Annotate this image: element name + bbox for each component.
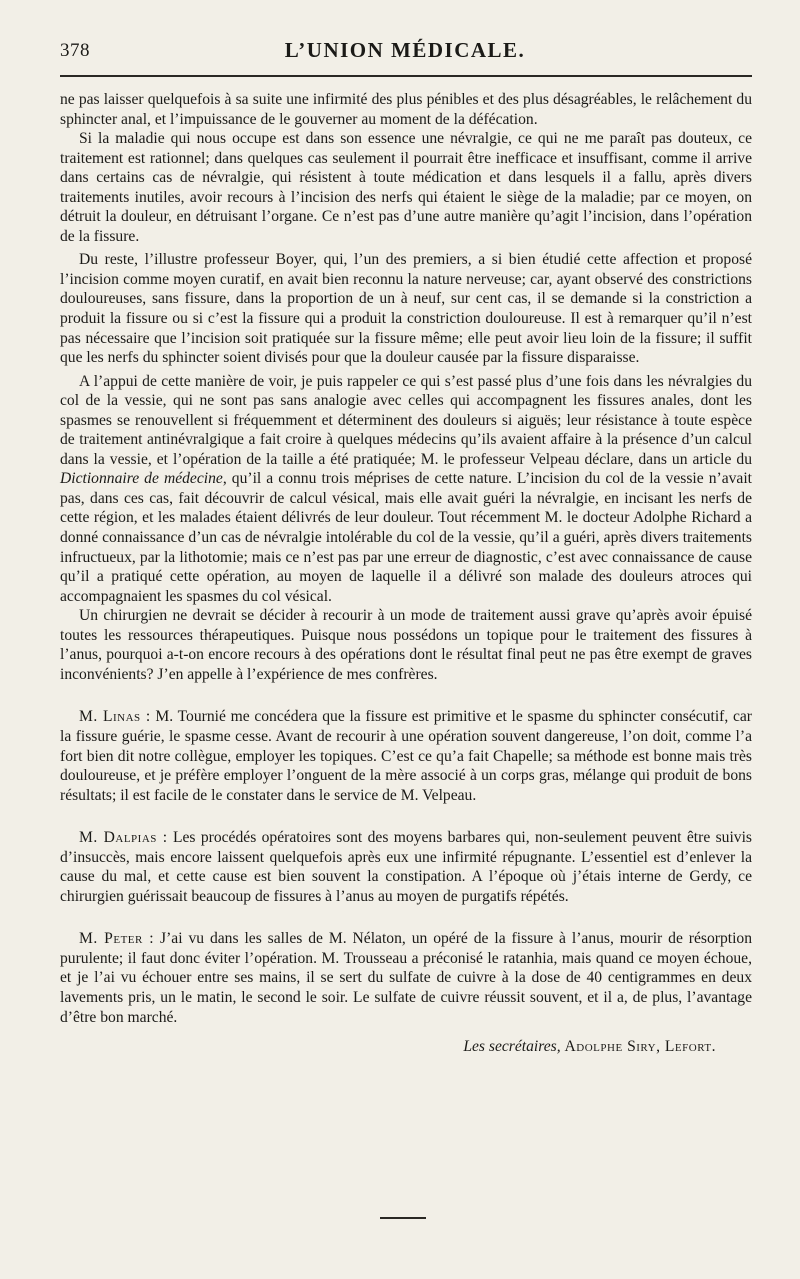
paragraph: Un chirurgien ne devrait se décider à recourir à un mode de traitement aussi grave qu’après avoir épuisé toutes les ressources thérapeutiques. Puisque nous possédons un topique pour le traitement des fissures à l’anus, pourquoi a-t-on encore recours à des opérations dont le résultat final peut ne pas être exempt de graves inconvénients? J’en appelle à l’expérience de mes confrères. xyxy=(60,607,752,683)
paragraph: Du reste, l’illustre professeur Boyer, qui, l’un des premiers, a si bien étudié cette affection et proposé l’incision comme moyen curatif, en avait bien reconnu la nature nerveuse; car, ayant observé des constrictions douloureuses, sans fissure, dans la proportion de un à neuf, sur cent cas, il se demande si la constriction a produit la fissure ou si c’est la fissure qui a produit la constriction douloureuse. Il est à remarquer qu’il n’est pas nécessaire que l’incision soit pratiquée sur la fissure même; elle peut avoir lieu loin de la fissure; il suffit que les nerfs du sphincter soient divisés pour que la douleur causée par la fissure disparaisse. xyxy=(60,251,752,367)
speaker-name: M. Linas : xyxy=(79,708,151,726)
paragraph xyxy=(60,372,752,607)
speaker-name: M. Dalpias : xyxy=(79,829,168,847)
speaker-name: M. Peter : xyxy=(79,930,155,948)
intervention-text: J’ai vu dans les salles de M. Nélaton, un opéré de la fissure à l’anus, mourir de résorption purulente; il faut donc éviter l’opération. M. Trousseau a préconisé le ratanhia, mais quand ce moyen échoue, et je l’ai vu échouer entre ses mains, il se sert du sulfate de cuivre à la dose de 40 centigrammes en deux lavements pris, un le matin, le second le soir. Le sulfate de cuivre réussit souvent, et il a, de plus, l’avantage d’être bon marché. xyxy=(60,930,752,1026)
paragraph: ne pas laisser quelquefois à sa suite une infirmité des plus pénibles et des plus désagréables, le relâchement du sphincter anal, et l’impuissance de le gouverner au moment de la défécation. xyxy=(60,91,752,128)
running-title: L’UNION MÉDICALE. xyxy=(284,38,526,62)
end-rule xyxy=(380,1217,426,1219)
intervention xyxy=(60,828,752,906)
intervention xyxy=(60,929,752,1027)
signature-names: Adolphe Siry, Lefort. xyxy=(564,1038,716,1056)
intervention-text: M. Tournié me concédera que la fissure est primitive et le spasme du sphincter consécutif, car la fissure guérie, le spasme cesse. Avant de recourir à une opération souvent dangereuse, l’on doit, comme l’a fort bien dit notre collègue, employer les topiques. C’est ce qu’a fait Chapelle; sa méthode est bonne mais très douloureuse, et je préfère employer l’onguent de la mère associé à un corps gras, mélange qui produit de bons résultats; il est facile de le constater dans le service de M. Velpeau. xyxy=(60,708,753,804)
signature xyxy=(60,1037,752,1057)
paragraph-text: , qu’il a connu trois méprises de cette nature. L’incision du col de la vessie n’avait pas, dans ces cas, fait découvrir de calcul vésical, mais elle avait guéri la névralgie, en incisant les nerfs de cette région, et les malades étaient délivrés de leur douleur. Tout récemment M. le docteur Adolphe Richard a donné connaissance d’un cas de névralgie intolérable du col de la vessie, qu’il a guéri, après divers traitements infructueux, par la lithotomie; mais ce n’est pas par une erreur de diagnostic, c’est avec connaissance de cause qu’il a pratiqué cette opération, au moyen de laquelle il a délivré son malade des douleurs atroces qui accompagnaient les spasmes du col vésical. xyxy=(60,470,752,605)
paragraph-text: A l’appui de cette manière de voir, je puis rappeler ce qui s’est passé plus d’une fois dans les névralgies du col de la vessie, qui ne sont pas sans analogie avec celles qui accompagnent les fissures anales, dont les spasmes se renouvellent si fréquemment et déterminent des douleurs si aiguës; leur résistance à toute espèce de traitement antinévralgique a fait croire à quelques médecins qu’ils avaient affaire à la présence d’un calcul dans la vessie, et l’opération de la taille a été pratiquée; M. le professeur Velpeau déclare, dans un article du xyxy=(60,372,752,468)
book-title: Dictionnaire de médecine xyxy=(60,470,223,488)
paragraph: Si la maladie qui nous occupe est dans son essence une névralgie, ce qui ne me paraît pas douteux, ce traitement est rationnel; dans quelques cas seulement il pourrait être inefficace et insuffisant, comme il arrive dans certains cas de névralgie, qui résistent à toute médication et dans lesquels il a fallu, après divers traitements inutiles, avoir recours à l’incision des nerfs qui étaient le siège de la maladie; par ce moyen, on détruit la douleur, en détruisant l’organe. Ce n’est pas d’une autre manière qu’agit l’incision, dans l’opération de la fissure. xyxy=(60,130,752,245)
page-header xyxy=(58,38,752,68)
intervention xyxy=(60,707,752,805)
intervention-text: Les procédés opératoires sont des moyens barbares qui, non-seulement peuvent être suivis d’insuccès, mais encore laissent quelquefois après eux une infirmité répugnante. L’essentiel est d’enlever la cause du mal, et cette cause est bien souvent la constipation. A l’époque où j’étais interne de Gerdy, ce chirurgien guérissait beaucoup de fissures à l’anus au moyen de purgatifs répétés. xyxy=(60,829,752,905)
page-number: 378 xyxy=(60,40,90,61)
signature-label: Les secrétaires, xyxy=(463,1038,561,1056)
header-rule xyxy=(60,75,752,77)
article-body xyxy=(60,90,752,1057)
